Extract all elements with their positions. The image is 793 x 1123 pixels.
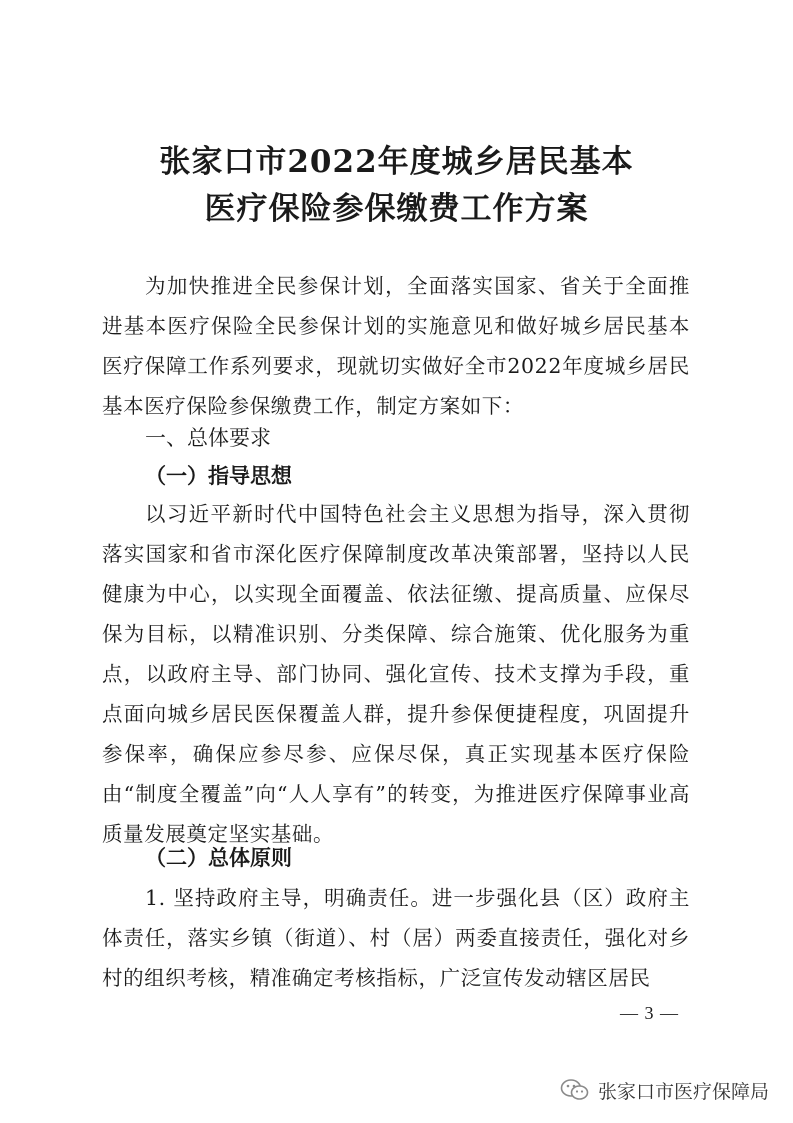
wechat-icon — [560, 1078, 590, 1102]
subsection1-heading: （一）指导思想 — [145, 464, 292, 488]
account-name: 张家口市医疗保障局 — [598, 1080, 770, 1103]
section1-heading: 一、总体要求 — [145, 426, 271, 450]
page-number: — 3 — — [620, 1003, 679, 1023]
intro-paragraph: 为加快推进全民参保计划，全面落实国家、省关于全面推进基本医疗保险全民参保计划的实施意见和做好城乡居民基本医疗保障工作系列要求，现就切实做好全市2022年度城乡居民基本医疗保险参保缴费工作，制定方案如下： — [102, 274, 690, 418]
account-watermark — [560, 1075, 769, 1105]
subsection2-heading: （二）总体原则 — [145, 846, 292, 870]
document-title-line2: 医疗保险参保缴费工作方案 — [204, 191, 589, 227]
document-title-line1: 张家口市2022年度城乡居民基本 — [159, 144, 634, 180]
guiding-ideology-paragraph: 以习近平新时代中国特色社会主义思想为指导，深入贯彻落实国家和省市深化医疗保障制度改革决策部署，坚持以人民健康为中心，以实现全面覆盖、依法征缴、提高质量、应保尽保为目标，以精准识别、分类保障、综合施策、优化服务为重点，以政府主导、部门协同、强化宣传、技术支撑为手段，重点面向城乡居民医保覆盖人群，提升参保便捷程度，巩固提升参保率，确保应参尽参、应保尽保，真正实现基本医疗保险由“制度全覆盖”向“人人享有”的转变，为推进医疗保障事业高质量发展奠定坚实基础。 — [102, 502, 690, 846]
principle-item-1: 1. 坚持政府主导，明确责任。进一步强化县（区）政府主体责任，落实乡镇（街道）、村（居）两委直接责任，强化对乡村的组织考核，精准确定考核指标，广泛宣传发动辖区居民 — [102, 886, 690, 990]
